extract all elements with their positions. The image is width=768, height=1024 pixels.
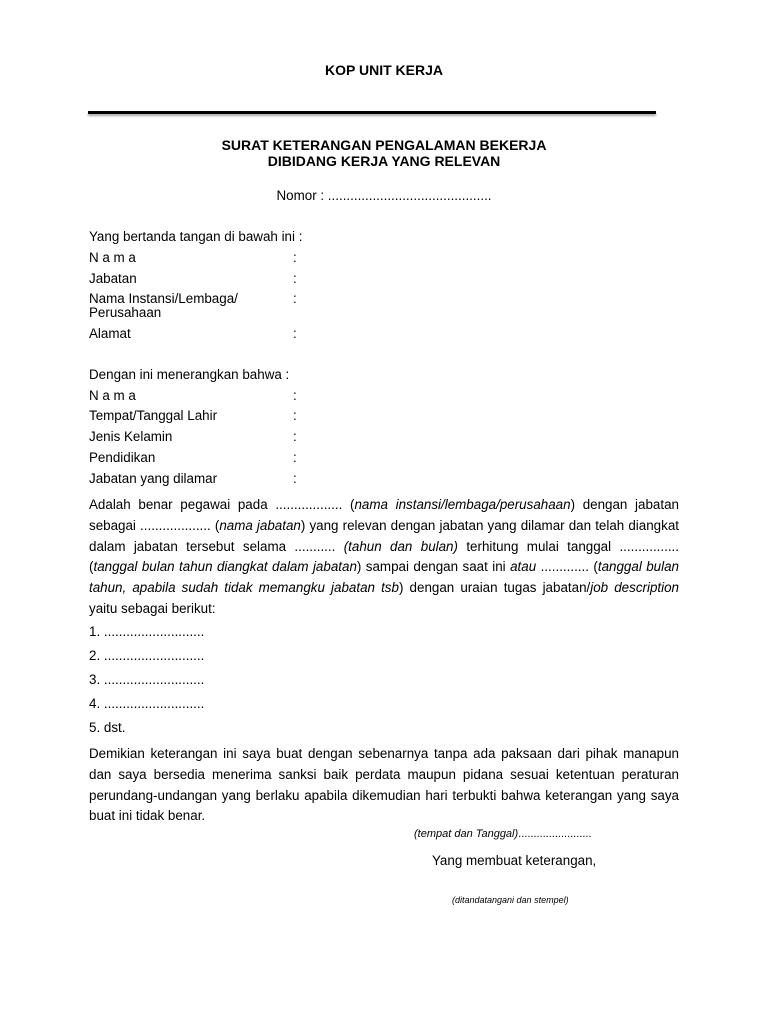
signer-institution-label-cont: Perusahaan	[89, 305, 162, 320]
list-item: 2. ...........................	[89, 648, 205, 663]
document-title-line2: DIBIDANG KERJA YANG RELEVAN	[267, 153, 501, 169]
signer-institution-label: Nama Instansi/Lembaga/	[89, 291, 238, 306]
subject-education-label: Pendidikan	[89, 450, 156, 465]
signer-position-label: Jabatan	[89, 271, 137, 286]
subject-gender-label: Jenis Kelamin	[89, 429, 173, 444]
colon: :	[293, 291, 297, 306]
closing-paragraph: Demikian keterangan ini saya buat dengan sebenarnya tanpa ada paksaan dari pihak manapun dan saya bersedia menerima sanksi baik perdata maupun pidana sesuai ketentuan peraturan perundang-undangan yang berlaku apabila dikemudian hari terbukti bahwa keterangan yang saya buat ini tidak benar.	[89, 746, 679, 824]
place-date: (tempat dan Tanggal)........................	[414, 828, 592, 840]
document-title-line1: SURAT KETERANGAN PENGALAMAN BEKERJA	[221, 137, 547, 153]
subject-applied-position-label: Jabatan yang dilamar	[89, 471, 218, 486]
list-item: 1. ...........................	[89, 624, 205, 639]
subject-name-label: N a m a	[89, 388, 136, 403]
signer-caption: Yang membuat keterangan,	[432, 853, 597, 868]
signer-name-label: N a m a	[89, 250, 136, 265]
statement-paragraph: Adalah benar pegawai pada .................. (nama instansi/lembaga/perusahaan) dengan jabatan sebagai ................... (nama jabatan) yang relevan dengan jabatan yang dilamar dan telah diangkat dalam jabatan tersebut selama ........... (tahun dan bulan) terhitung mulai tanggal ................ (tanggal bulan tahun diangkat dalam jabatan) sampai dengan saat ini atau ............. (tanggal bulan tahun, apabila sudah tidak memangku jabatan tsb) dengan uraian tugas jabatan/job description yaitu sebagai berikut:	[89, 497, 679, 616]
list-item: 4. ...........................	[89, 696, 205, 711]
signer-address-label: Alamat	[89, 326, 131, 341]
colon: :	[293, 250, 297, 265]
colon: :	[293, 388, 297, 403]
colon: :	[293, 271, 297, 286]
signer-intro: Yang bertanda tangan di bawah ini :	[89, 229, 303, 244]
signature-note: (ditandatangani dan stempel)	[452, 895, 569, 905]
colon: :	[293, 471, 297, 486]
list-item: 5. dst.	[89, 720, 126, 735]
letterhead: KOP UNIT KERJA	[325, 62, 443, 78]
colon: :	[293, 408, 297, 423]
colon: :	[293, 429, 297, 444]
colon: :	[293, 450, 297, 465]
list-item: 3. ...........................	[89, 672, 205, 687]
subject-birth-label: Tempat/Tanggal Lahir	[89, 408, 218, 423]
letterhead-rule	[88, 111, 656, 114]
document-number: Nomor : ............................................	[276, 188, 492, 203]
colon: :	[293, 326, 297, 341]
subject-intro: Dengan ini menerangkan bahwa :	[89, 367, 290, 382]
